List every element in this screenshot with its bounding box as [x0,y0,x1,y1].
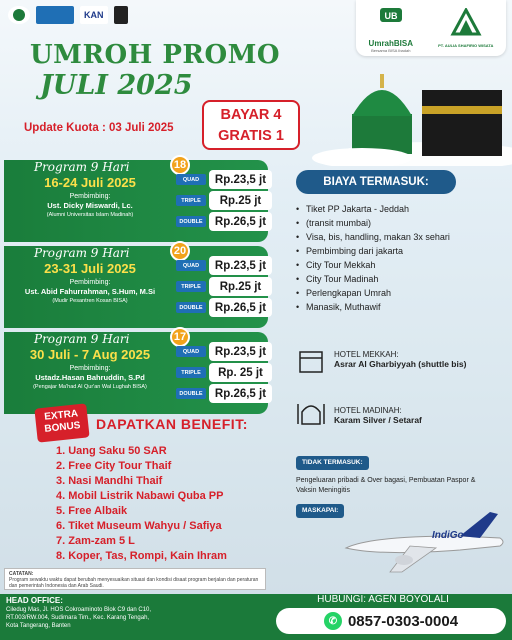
list-item: • Manasik, Muthawif [296,300,496,314]
list-item: • Visa, bis, handling, makan 3x sehari [296,230,496,244]
program-card [4,332,268,414]
room-type-tag: TRIPLE [176,281,206,292]
list-item: 6. Tiket Museum Wahyu / Safiya [56,520,222,532]
price-value: Rp.23,5 jt [209,170,272,189]
pembimbing-name: Ustadz.Hasan Bahruddin, S.Pd [35,373,145,382]
price-row [176,277,272,296]
ppiu-logo-icon [36,6,74,24]
office-address-line: RT.003/RW.004, Sudimara Tim., Kec. Karang Tengah, [6,615,150,621]
mosque-kaaba-illustration-icon [312,56,512,166]
phone-number[interactable]: 0857-0303-0004 [347,612,459,630]
airline-name: IndiGo [432,530,464,541]
list-item: • Perlengkapan Umrah [296,286,496,300]
umrahbisa-logo-icon [374,4,408,34]
head-office [6,597,266,630]
maskapai-heading: MASKAPAI: [296,504,344,518]
price-value: Rp.26,5 jt [209,212,272,231]
page-title: UMROH PROMO [30,40,281,70]
hotel-madinah-label: HOTEL MADINAH: [334,406,402,415]
whatsapp-icon: ✆ [324,612,342,630]
hotel-mekkah [334,350,466,369]
program-dates: 16-24 Juli 2025 [44,175,136,190]
pembimbing-label: Pembimbing: [69,279,111,286]
hotel-mekkah-name: Asrar Al Gharbiyyah (shuttle bis) [334,359,467,369]
promo-line1: BAYAR 4 [220,107,282,123]
room-type-tag: QUAD [176,346,206,357]
price-list [176,170,272,233]
program-dates: 23-31 Juli 2025 [44,261,136,276]
price-row [176,212,272,231]
office-address-line: Kota Tangerang, Banten [6,623,71,629]
airplane-icon [340,508,508,578]
brand-logos [356,0,506,56]
price-row [176,170,272,189]
room-type-tag: DOUBLE [176,302,206,313]
list-item: • City Tour Madinah [296,272,496,286]
hotel-mekkah-label: HOTEL MEKKAH: [334,350,399,359]
price-value: Rp.25 jt [209,277,272,296]
program-title: Program 9 Hari [34,246,130,260]
biaya-termasuk-list [296,202,496,314]
list-item: 8. Koper, Tas, Rompi, Kain Ihram [56,550,227,562]
office-label: HEAD OFFICE: [6,596,63,605]
tidak-termasuk-heading: TIDAK TERMASUK: [296,456,369,470]
seat-count-badge: 20 [170,241,190,261]
program-card [4,160,268,242]
seat-count-badge: 18 [170,155,190,175]
program-title: Program 9 Hari [34,160,130,174]
price-row [176,256,272,275]
list-item: • City Tour Mekkah [296,258,496,272]
list-item: 4. Mobil Listrik Nabawi Quba PP [56,490,224,502]
pembimbing-name: Ust. Abid Fahurrahman, S.Hum, M.Si [24,287,156,296]
list-item: 5. Free Albaik [56,505,128,517]
price-value: Rp.26,5 jt [209,384,272,403]
price-row [176,298,272,317]
seat-count-badge: 17 [170,327,190,347]
program-dates: 30 Juli - 7 Aug 2025 [29,347,151,362]
program-title: Program 9 Hari [34,332,130,346]
brand-tagline: Bersama BISA Ibadah [371,47,411,53]
benefit-list [56,444,227,564]
kaaba-icon [296,346,326,374]
extra-label: EXTRA [43,408,79,423]
price-row [176,363,272,382]
benefit-heading: DAPATKAN BENEFIT: [96,416,248,432]
list-item: 7. Zam-zam 5 L [56,535,135,547]
svg-text:UB: UB [384,10,398,21]
kan-logo: KAN [80,6,108,24]
promo-badge [202,100,300,150]
room-type-tag: QUAD [176,174,206,185]
page-title-month: JULI 2025 [40,70,193,101]
hotel-madinah [334,406,422,425]
room-type-tag: TRIPLE [176,195,206,206]
catatan-label: CATATAN: [9,571,34,577]
pembimbing-name: Ust. Dicky Miswardi, Lc. [47,201,133,210]
pembimbing-label: Pembimbing: [69,193,111,200]
umrahbisa-logo [369,4,413,53]
room-type-tag: DOUBLE [176,388,206,399]
footer [0,594,512,640]
list-item: 3. Nasi Mandhi Thaif [56,475,163,487]
pembimbing-note: (Alumni Universitas Islam Madinah) [46,212,134,218]
price-value: Rp.23,5 jt [209,342,272,361]
price-row [176,384,272,403]
list-item: • (transit mumbai) [296,216,496,230]
catatan-note [4,568,266,590]
price-list [176,256,272,319]
room-type-tag: DOUBLE [176,216,206,227]
hotel-madinah-name: Karam Silver / Setaraf [334,415,422,425]
partner-logos [8,6,128,24]
mosque-dome-logo-icon [449,8,483,38]
list-item: 2. Free City Tour Thaif [56,460,172,472]
quota-update: Update Kuota : 03 Juli 2025 [24,122,174,134]
iata-logo-icon [114,6,128,24]
pembimbing-label: Pembimbing: [69,365,111,372]
bonus-label: BONUS [43,420,82,435]
program-card [4,246,268,328]
brand-name: UmrahBISA [368,38,413,48]
list-item: 1. Uang Saku 50 SAR [56,445,167,457]
ministry-logo-icon [8,6,30,24]
room-type-tag: TRIPLE [176,367,206,378]
biaya-termasuk-heading: BIAYA TERMASUK: [296,170,456,194]
office-address-line: Ciledug Mas, Jl. HOS Cokroaminoto Blok C9 dan C10, [6,607,152,613]
mosque-icon [296,396,326,426]
list-item: • Pembimbing dari jakarta [296,244,496,258]
price-value: Rp.23,5 jt [209,256,272,275]
pembimbing-note: (Pengajar Ma'had Al Qur'an Wal Lughah BISA) [33,384,147,390]
tidak-termasuk-text: Pengeluaran pribadi & Over bagasi, Pembuatan Paspor & Vaksin Meningitis [296,477,476,494]
price-value: Rp. 25 jt [209,363,272,382]
price-value: Rp.25 jt [209,191,272,210]
list-item: • Tiket PP Jakarta - Jeddah [296,202,496,216]
hubungi-label: HUBUNGI: AGEN BOYOLALI [317,594,449,605]
price-list [176,342,272,405]
partner-name: PT. AULIA SHAFIRIO WISATA [438,43,494,48]
room-type-tag: QUAD [176,260,206,271]
promo-line2: GRATIS 1 [218,128,284,144]
price-value: Rp.26,5 jt [209,298,272,317]
partner-logo [438,8,493,48]
price-row [176,342,272,361]
extra-bonus-badge [34,403,89,442]
pembimbing-note: (Mudir Pesantren Kosan BISA) [52,298,128,304]
catatan-text: Program sewaktu waktu dapat berubah menyesuaikan situasi dan kondisi disaat program berjalan dan peraturan dan pemerintah Indonesia dan Arab Saudi. [9,577,259,589]
price-row [176,191,272,210]
phone-contact[interactable] [276,608,506,634]
